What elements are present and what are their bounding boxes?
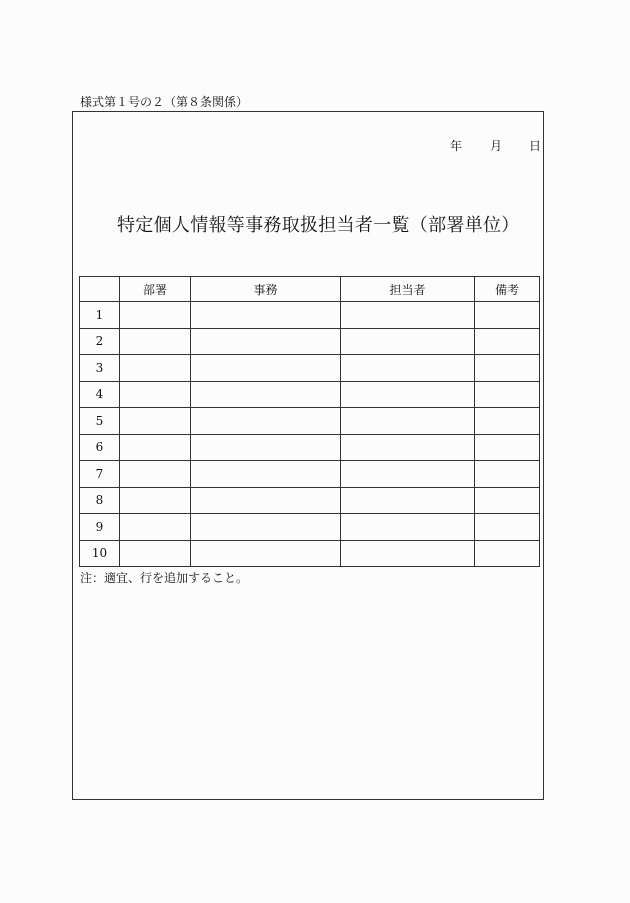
form-number-label: 様式第１号の２（第８条関係）	[80, 95, 249, 109]
department-cell[interactable]	[120, 540, 191, 567]
department-cell[interactable]	[120, 514, 191, 541]
row-number: 3	[80, 355, 120, 382]
person-cell[interactable]	[341, 514, 475, 541]
person-cell[interactable]	[341, 434, 475, 461]
row-number: 10	[80, 540, 120, 567]
person-cell[interactable]	[341, 355, 475, 382]
remarks-cell[interactable]	[475, 434, 540, 461]
row-number: 9	[80, 514, 120, 541]
work-cell[interactable]	[191, 461, 341, 488]
table-row	[80, 514, 540, 541]
department-cell[interactable]	[120, 302, 191, 329]
person-cell[interactable]	[341, 302, 475, 329]
work-cell[interactable]	[191, 355, 341, 382]
row-number: 6	[80, 434, 120, 461]
work-cell[interactable]	[191, 328, 341, 355]
footnote: 注：適宜、行を追加すること。	[80, 571, 249, 585]
remarks-cell[interactable]	[475, 302, 540, 329]
remarks-cell[interactable]	[475, 487, 540, 514]
department-cell[interactable]	[120, 461, 191, 488]
remarks-cell[interactable]	[475, 540, 540, 567]
person-cell[interactable]	[341, 461, 475, 488]
staff-roster-table	[79, 276, 540, 567]
person-cell[interactable]	[341, 487, 475, 514]
department-cell[interactable]	[120, 408, 191, 435]
remarks-cell[interactable]	[475, 381, 540, 408]
department-cell[interactable]	[120, 434, 191, 461]
row-number: 2	[80, 328, 120, 355]
person-cell[interactable]	[341, 381, 475, 408]
date-month-label: 月	[490, 139, 503, 153]
person-cell[interactable]	[341, 328, 475, 355]
work-cell[interactable]	[191, 487, 341, 514]
table-row	[80, 328, 540, 355]
date-year-label: 年	[450, 139, 463, 153]
row-number: 8	[80, 487, 120, 514]
table-row	[80, 381, 540, 408]
table-row	[80, 461, 540, 488]
row-number: 1	[80, 302, 120, 329]
table-row	[80, 302, 540, 329]
work-cell[interactable]	[191, 540, 341, 567]
department-cell[interactable]	[120, 487, 191, 514]
header-department: 部署	[120, 277, 191, 302]
department-cell[interactable]	[120, 381, 191, 408]
work-cell[interactable]	[191, 434, 341, 461]
work-cell[interactable]	[191, 381, 341, 408]
remarks-cell[interactable]	[475, 355, 540, 382]
work-cell[interactable]	[191, 408, 341, 435]
table-row	[80, 434, 540, 461]
date-day-label: 日	[529, 139, 542, 153]
table-row	[80, 487, 540, 514]
row-number: 4	[80, 381, 120, 408]
remarks-cell[interactable]	[475, 514, 540, 541]
department-cell[interactable]	[120, 328, 191, 355]
document-title: 特定個人情報等事務取扱担当者一覧（部署単位）	[117, 215, 520, 236]
table-row	[80, 355, 540, 382]
person-cell[interactable]	[341, 408, 475, 435]
header-number	[80, 277, 120, 302]
remarks-cell[interactable]	[475, 408, 540, 435]
row-number: 5	[80, 408, 120, 435]
person-cell[interactable]	[341, 540, 475, 567]
remarks-cell[interactable]	[475, 328, 540, 355]
header-remarks: 備考	[475, 277, 540, 302]
table-row	[80, 540, 540, 567]
remarks-cell[interactable]	[475, 461, 540, 488]
table-header-row	[80, 277, 540, 302]
department-cell[interactable]	[120, 355, 191, 382]
work-cell[interactable]	[191, 302, 341, 329]
row-number: 7	[80, 461, 120, 488]
table-row	[80, 408, 540, 435]
header-work: 事務	[191, 277, 341, 302]
work-cell[interactable]	[191, 514, 341, 541]
header-person-in-charge: 担当者	[341, 277, 475, 302]
